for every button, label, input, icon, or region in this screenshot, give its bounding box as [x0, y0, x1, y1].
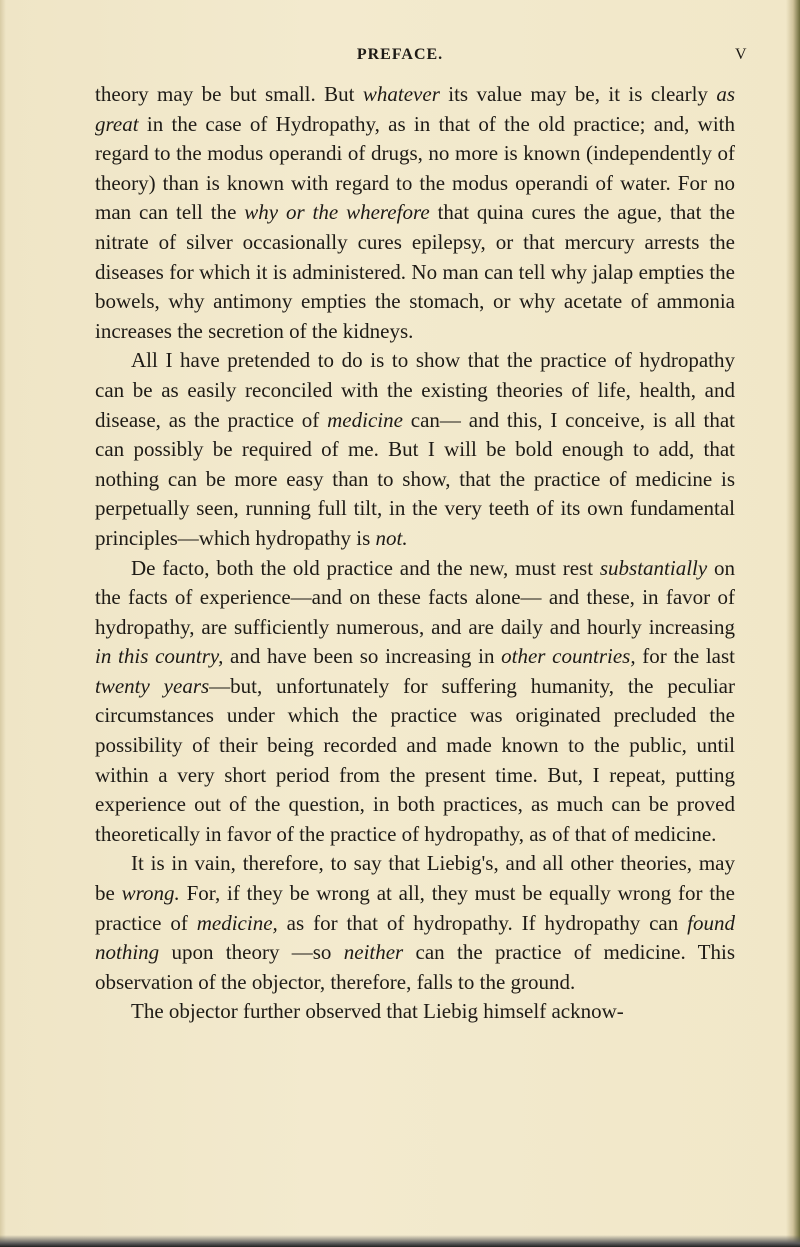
- italic-text-run: substantially: [599, 555, 708, 580]
- text-run: that quina cures the ague, that the nitrate of silver occasionally cures epilepsy, or that mercury arrests the diseases for which it is administered. No man can tell why jalap empties the bowels, why antimony empties the stomach, or why acetate of ammonia increases the secretion of the kidneys.: [95, 200, 735, 343]
- italic-text-run: whatever: [362, 82, 440, 106]
- text-run: The objector further observed that Liebig himself acknow-: [131, 999, 624, 1024]
- text-run: its value may be, it is clearly: [439, 82, 717, 106]
- text-run: It is in vain, therefore, to say that Liebig's, and all other theories, may be: [95, 851, 735, 906]
- text-run: theory may be but small. But: [95, 82, 363, 106]
- italic-text-run: not.: [375, 525, 408, 550]
- text-run: For, if they be wrong at all, they must be equally wrong for the practice of: [95, 881, 735, 935]
- italic-text-run: wrong.: [121, 881, 180, 906]
- text-run: for the last: [635, 644, 735, 669]
- text-run: as for that of hydropathy. If hydropathy can: [277, 910, 688, 935]
- text-run: on the facts of experience—and on these facts alone— and these, in favor of hydropathy, are sufficiently numerous, and are daily and hourly increasing: [95, 555, 735, 639]
- running-head: PREFACE.: [356, 46, 444, 63]
- italic-text-run: in this country,: [95, 644, 224, 669]
- text-run: and have been so increasing in: [223, 644, 502, 669]
- italic-text-run: medicine: [327, 407, 403, 432]
- page-bottom-edge: [0, 1235, 800, 1247]
- italic-text-run: other countries,: [501, 644, 636, 669]
- paragraph-3: [95, 554, 735, 850]
- text-run: —but, unfortunately for suffering humanity, the peculiar circumstances under which the practice was originated precluded the possibility of their being recorded and made known to the public, until within a very short period from the present time. But, I repeat, putting experience out of the question, in both practices, as much can be proved theoretically in favor of the practice of hydropathy, as of that of medicine.: [95, 673, 735, 846]
- text-run: in the case of Hydropathy, as in that of the old practice; and, with regard to the modus operandi of drugs, no more is known (independently of theory) than is known with regard to the modus operandi of water. For no man can tell the: [95, 111, 735, 225]
- paragraph-2: [95, 346, 735, 553]
- italic-text-run: twenty years: [95, 673, 210, 698]
- page-header: [0, 46, 800, 70]
- paragraph-5: [95, 997, 735, 1027]
- body-text: [95, 80, 735, 1027]
- text-run: can— and this, I conceive, is all that can possibly be required of me. But I will be bold enough to add, that nothing can be more easy than to show, that the practice of medicine is perpetually seen, running full tilt, in the very teeth of its own fundamental principles—which hydropathy is: [95, 407, 735, 550]
- italic-text-run: as great: [95, 82, 736, 136]
- page-right-edge: [786, 0, 800, 1247]
- italic-text-run: neither: [343, 940, 404, 965]
- text-run: can the practice of medicine. This observation of the objector, therefore, falls to the ground.: [95, 940, 736, 994]
- italic-text-run: why or the wherefore: [244, 200, 430, 225]
- italic-text-run: found nothing: [95, 910, 735, 965]
- text-run: De facto, both the old practice and the new, must rest: [131, 555, 600, 580]
- italic-text-run: medicine,: [196, 910, 278, 935]
- page-number: V: [735, 46, 747, 63]
- text-run: All I have pretended to do is to show that the practice of hydropathy can be as easily reconciled with the existing theories of life, health, and disease, as the practice of: [95, 348, 735, 432]
- paragraph-1: [95, 80, 735, 346]
- text-run: upon theory —so: [159, 940, 344, 965]
- paragraph-4: [95, 849, 735, 997]
- page-left-edge: [0, 0, 6, 1247]
